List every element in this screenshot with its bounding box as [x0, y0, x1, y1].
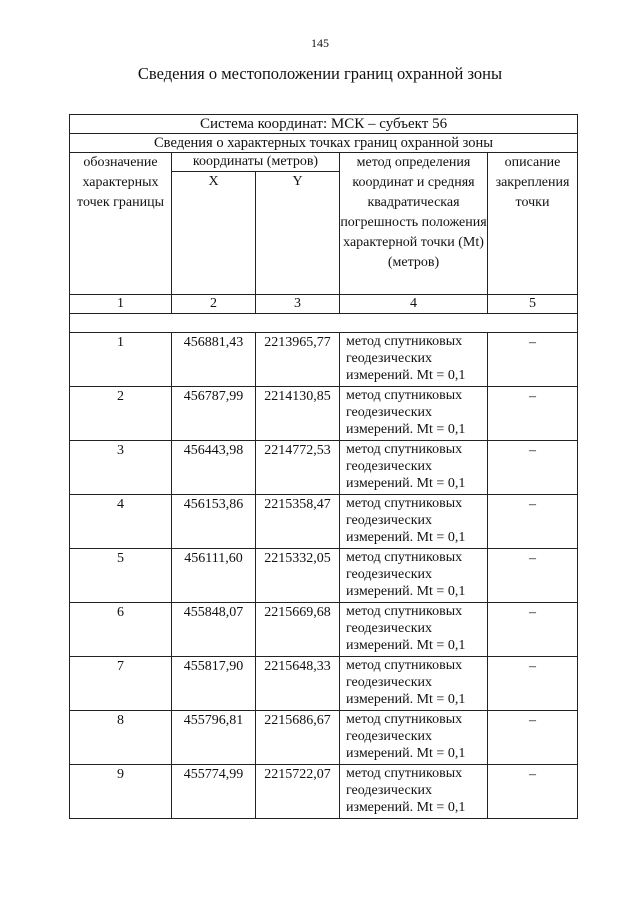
column-number: 5: [488, 295, 578, 314]
y-cell: 2214772,53: [256, 441, 340, 495]
x-cell: 456787,99: [172, 387, 256, 441]
x-cell: 456153,86: [172, 495, 256, 549]
method-cell: метод спутниковых геодезических измерений. Mt = 0,1: [340, 603, 488, 657]
page-number: 145: [311, 36, 329, 50]
col-y-header: Y: [256, 172, 340, 295]
table-row: [70, 603, 578, 657]
desc-cell: –: [488, 711, 578, 765]
desc-cell: –: [488, 333, 578, 387]
x-cell: 455796,81: [172, 711, 256, 765]
coordinate-system-row: [70, 115, 578, 134]
y-cell: 2213965,77: [256, 333, 340, 387]
method-cell: метод спутниковых геодезических измерений. Mt = 0,1: [340, 711, 488, 765]
table-row: [70, 387, 578, 441]
point-cell: 1: [70, 333, 172, 387]
desc-cell: –: [488, 603, 578, 657]
page-title: Сведения о местоположении границ охранной зоны: [137, 64, 503, 83]
method-cell: метод спутниковых геодезических измерений. Mt = 0,1: [340, 657, 488, 711]
desc-cell: –: [488, 387, 578, 441]
point-cell: 5: [70, 549, 172, 603]
column-number: 1: [70, 295, 172, 314]
column-number: 3: [256, 295, 340, 314]
method-cell: метод спутниковых геодезических измерений. Mt = 0,1: [340, 333, 488, 387]
y-cell: 2215648,33: [256, 657, 340, 711]
col-method-header: метод определения координат и средняя квадратическая погрешность положения характерной точки (Mt) (метров): [340, 153, 488, 295]
method-cell: метод спутниковых геодезических измерений. Mt = 0,1: [340, 441, 488, 495]
coordinates-table: [69, 114, 578, 819]
desc-cell: –: [488, 441, 578, 495]
col-coords-header: координаты (метров): [172, 153, 340, 172]
table-row: [70, 657, 578, 711]
desc-cell: –: [488, 765, 578, 819]
y-cell: 2215332,05: [256, 549, 340, 603]
point-cell: 3: [70, 441, 172, 495]
x-cell: 455774,99: [172, 765, 256, 819]
table-row: [70, 711, 578, 765]
y-cell: 2215358,47: [256, 495, 340, 549]
table-row: [70, 495, 578, 549]
desc-cell: –: [488, 549, 578, 603]
section-title: Сведения о характерных точках границ охранной зоны: [70, 134, 578, 153]
column-number: 2: [172, 295, 256, 314]
x-cell: 456881,43: [172, 333, 256, 387]
x-cell: 455817,90: [172, 657, 256, 711]
point-cell: 2: [70, 387, 172, 441]
column-number: 4: [340, 295, 488, 314]
point-cell: 9: [70, 765, 172, 819]
table-row: [70, 765, 578, 819]
col-point-header: обозначение характерных точек границы: [70, 153, 172, 295]
table-row: [70, 441, 578, 495]
col-desc-header: описание закрепления точки: [488, 153, 578, 295]
point-cell: 8: [70, 711, 172, 765]
col-x-header: X: [172, 172, 256, 295]
coordinate-system: Система координат: МСК – субъект 56: [70, 115, 578, 134]
x-cell: 455848,07: [172, 603, 256, 657]
column-numbers-row: [70, 295, 578, 314]
point-cell: 4: [70, 495, 172, 549]
method-cell: метод спутниковых геодезических измерений. Mt = 0,1: [340, 387, 488, 441]
empty-row: [70, 314, 578, 333]
y-cell: 2215722,07: [256, 765, 340, 819]
desc-cell: –: [488, 657, 578, 711]
header-row: [70, 153, 578, 172]
table-row: [70, 549, 578, 603]
desc-cell: –: [488, 495, 578, 549]
method-cell: метод спутниковых геодезических измерений. Mt = 0,1: [340, 495, 488, 549]
empty-cell: [70, 314, 578, 333]
point-cell: 6: [70, 603, 172, 657]
y-cell: 2215669,68: [256, 603, 340, 657]
method-cell: метод спутниковых геодезических измерений. Mt = 0,1: [340, 765, 488, 819]
point-cell: 7: [70, 657, 172, 711]
table-row: [70, 333, 578, 387]
y-cell: 2215686,67: [256, 711, 340, 765]
x-cell: 456443,98: [172, 441, 256, 495]
x-cell: 456111,60: [172, 549, 256, 603]
method-cell: метод спутниковых геодезических измерений. Mt = 0,1: [340, 549, 488, 603]
y-cell: 2214130,85: [256, 387, 340, 441]
section-title-row: [70, 134, 578, 153]
